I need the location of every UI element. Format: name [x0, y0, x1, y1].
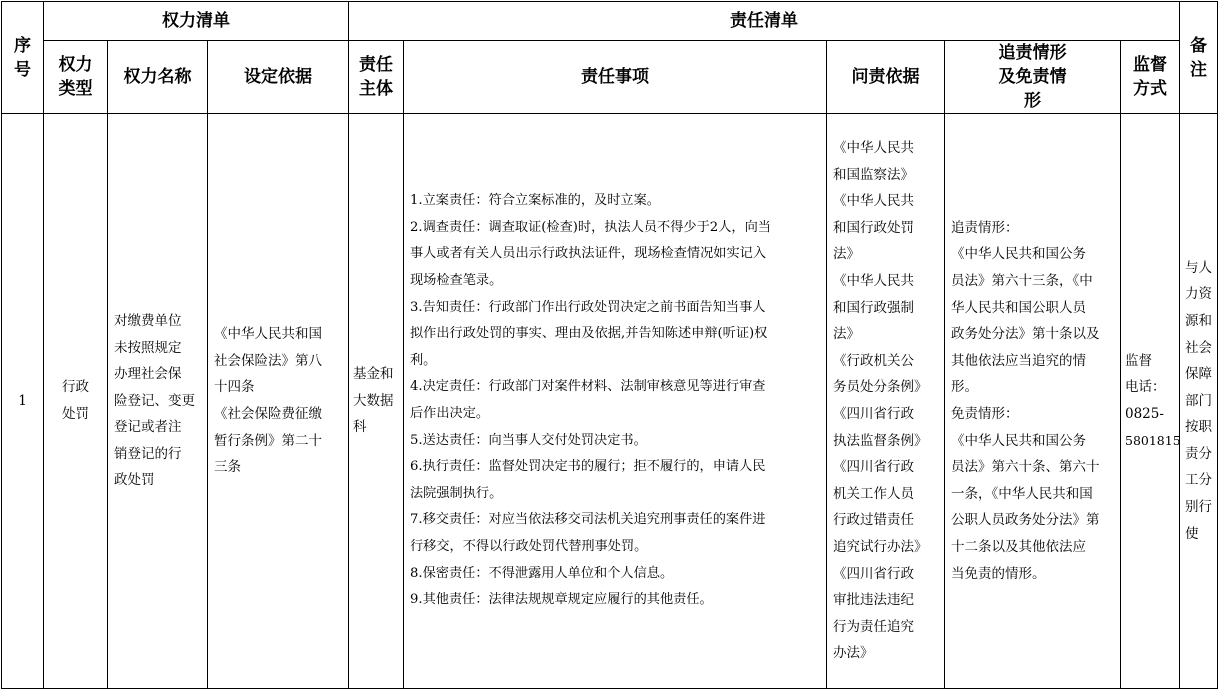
account-line: 法》 — [833, 246, 860, 263]
resp-item-line: 法院强制执行。 — [410, 485, 503, 501]
pursue-line: 一条，《中华人民共和国 — [951, 485, 1093, 502]
resp-item-line: 7.移交责任：对应当依法移交司法机关追究刑事责任的案件进 — [410, 512, 766, 528]
remark-line: 别行 — [1185, 499, 1213, 516]
supervise-line: 监督 — [1125, 352, 1152, 369]
account-line: 行为责任追究 — [833, 618, 914, 635]
resp-item-line: 2.调查责任：调查取证(检查)时，执法人员不得少于2人，向当 — [410, 219, 771, 235]
account-line: 《中华人民共 — [833, 140, 914, 157]
resp-item-line: 3.告知责任：行政部门作出行政处罚决定之前书面告知当事人 — [410, 299, 766, 315]
basis-line: 暂行条例》第二十 — [214, 432, 322, 449]
power-name-line: 办理社会保 — [114, 366, 182, 383]
subject-line: 科 — [353, 419, 367, 436]
header-power-name: 权力名称 — [108, 41, 208, 114]
remark-line: 与人 — [1185, 259, 1213, 276]
resp-item-line: 后作出决定。 — [410, 406, 490, 421]
pursue-line: 当免责的情形。 — [951, 565, 1046, 582]
header-resp-list: 责任清单 — [349, 2, 1180, 41]
account-line: 《中华人民共 — [833, 273, 914, 290]
row-resp-subject — [349, 114, 404, 689]
power-name-line: 政处罚 — [114, 472, 155, 489]
table-row — [2, 114, 1218, 689]
account-line: 行政过错责任 — [833, 512, 914, 529]
resp-item-line: 4.决定责任：行政部门对案件材料、法制审核意见等进行审查 — [410, 379, 766, 395]
remark-line: 社会 — [1185, 339, 1213, 356]
supervise-line: 5801815 — [1125, 432, 1181, 448]
resp-item-line: 6.执行责任：监督处罚决定书的履行；拒不履行的，申请人民 — [410, 459, 766, 475]
remark-line: 部门 — [1185, 392, 1213, 409]
account-line: 办法》 — [833, 645, 874, 662]
account-line: 和国行政强制 — [833, 299, 914, 316]
header-seq: 序号 — [2, 2, 44, 114]
account-line: 《四川省行政 — [833, 406, 914, 422]
account-line: 追究试行办法》 — [833, 538, 928, 555]
subject-line: 基金和 — [353, 366, 394, 383]
power-type-line: 处罚 — [62, 406, 89, 422]
row-basis — [208, 114, 349, 689]
remark-line: 责分 — [1185, 445, 1213, 462]
account-line: 执法监督条例》 — [833, 432, 928, 449]
header-resp-subject: 责任主体 — [349, 41, 404, 114]
pursue-line: 追责情形： — [951, 219, 1019, 236]
header-supervise: 监督方式 — [1121, 41, 1180, 114]
account-line: 《四川省行政 — [833, 459, 914, 476]
resp-item-line: 8.保密责任：不得泄露用人单位和个人信息。 — [410, 565, 674, 581]
header-power-list: 权力清单 — [44, 2, 349, 41]
row-seq: 1 — [2, 114, 44, 689]
pursue-line: 员法》第六十条、第六十 — [951, 459, 1100, 476]
header-remark: 备注 — [1180, 2, 1218, 114]
resp-item-line: 5.送达责任：向当事人交付处罚决定书。 — [410, 432, 647, 448]
basis-line: 社会保险法》第八 — [214, 352, 322, 369]
remark-line: 源和 — [1185, 312, 1213, 329]
account-line: 务员处分条例》 — [833, 379, 928, 396]
resp-item-line: 事人或者有关人员出示行政执法证件，现场检查情况如实记入 — [410, 246, 767, 262]
pursue-line: 政务处分法》第十条以及 — [951, 326, 1100, 343]
responsibility-table — [1, 1, 1218, 689]
header-resp-items: 责任事项 — [404, 41, 827, 114]
account-line: 《中华人民共 — [833, 193, 914, 210]
pursue-line: 其他依法应当追究的情 — [951, 352, 1086, 369]
header-pursue: 追责情形及免责情形 — [945, 41, 1121, 114]
basis-line: 三条 — [214, 459, 241, 476]
remark-line: 力资 — [1185, 286, 1213, 303]
resp-item-line: 1.立案责任：符合立案标准的，及时立案。 — [410, 193, 660, 209]
remark-line: 使 — [1185, 525, 1199, 542]
basis-line: 《中华人民共和国 — [214, 326, 322, 343]
account-line: 机关工作人员 — [833, 485, 914, 502]
row-supervise — [1121, 114, 1180, 689]
header-basis: 设定依据 — [208, 41, 349, 114]
row-resp-items — [404, 114, 827, 689]
pursue-line: 形。 — [951, 379, 978, 396]
power-name-line: 销登记的行 — [114, 445, 182, 462]
supervise-line: 电话： — [1125, 379, 1166, 396]
pursue-line: 华人民共和国公职人员 — [951, 299, 1086, 316]
resp-item-line: 行移交，不得以行政处罚代替刑事处罚。 — [410, 538, 648, 554]
power-name-line: 对缴费单位 — [114, 312, 182, 329]
resp-item-line: 利。 — [410, 352, 437, 368]
header-account-basis: 问责依据 — [827, 41, 945, 114]
account-line: 《四川省行政 — [833, 565, 914, 582]
subject-line: 大数据 — [353, 392, 394, 409]
pursue-line: 员法》第六十三条，《中 — [951, 273, 1093, 290]
remark-line: 工分 — [1185, 472, 1213, 489]
resp-item-line: 现场检查笔录。 — [410, 273, 503, 289]
power-name-line: 登记或者注 — [114, 419, 182, 436]
pursue-line: 公职人员政务处分法》第 — [951, 512, 1100, 529]
remark-line: 保障 — [1185, 366, 1213, 383]
pursue-line: 免责情形： — [951, 406, 1019, 422]
account-line: 和国行政处罚 — [833, 219, 914, 236]
resp-item-line: 拟作出行政处罚的事实、理由及依据,并告知陈述申辩(听证)权 — [410, 326, 768, 342]
row-power-type — [44, 114, 108, 689]
row-pursue — [945, 114, 1121, 689]
header-power-type: 权力类型 — [44, 41, 108, 114]
account-line: 和国监察法》 — [833, 166, 914, 183]
account-line: 审批违法违纪 — [833, 592, 914, 609]
power-name-line: 未按照规定 — [114, 339, 182, 356]
basis-line: 《社会保险费征缴 — [214, 406, 322, 422]
supervise-line: 0825- — [1125, 406, 1164, 422]
row-account-basis — [827, 114, 945, 689]
account-line: 《行政机关公 — [833, 352, 914, 369]
resp-item-line: 9.其他责任：法律法规规章规定应履行的其他责任。 — [410, 592, 713, 608]
pursue-line: 《中华人民共和国公务 — [951, 432, 1086, 449]
power-name-line: 险登记、变更 — [114, 392, 195, 409]
basis-line: 十四条 — [214, 379, 255, 396]
power-type-line: 行政 — [62, 379, 89, 396]
remark-line: 按职 — [1185, 419, 1213, 436]
row-remark — [1180, 114, 1218, 689]
row-power-name — [108, 114, 208, 689]
pursue-line: 《中华人民共和国公务 — [951, 246, 1086, 263]
pursue-line: 十二条以及其他依法应 — [951, 538, 1086, 555]
account-line: 法》 — [833, 326, 860, 343]
